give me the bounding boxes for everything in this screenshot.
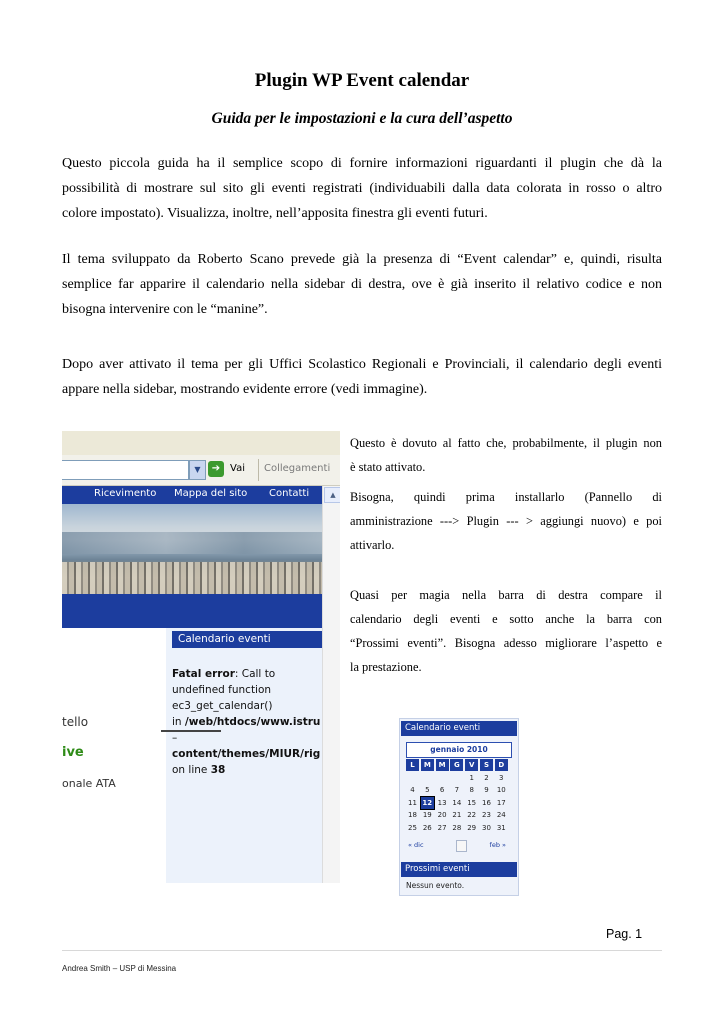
error-text: – <box>172 732 178 744</box>
address-input <box>62 460 189 480</box>
rss-icon <box>456 840 467 852</box>
calendar-weekday: M <box>436 759 449 771</box>
upcoming-empty: Nessun evento. <box>406 881 465 890</box>
calendar-day[interactable]: 11 <box>408 798 417 807</box>
calendar-week-row <box>406 784 510 797</box>
error-text: in <box>172 716 185 728</box>
next-month-link: feb » <box>489 841 506 849</box>
toolbar-divider <box>258 459 259 481</box>
page-number: Pag. 1 <box>606 927 643 941</box>
paragraph-line: amministrazione ---> Plugin --- > aggiungi nuovo) e poi <box>350 514 662 528</box>
calendar-day[interactable]: 24 <box>496 811 506 819</box>
calendar-day[interactable]: 4 <box>410 786 415 794</box>
paragraph-activation <box>62 352 662 402</box>
paragraph-line: Il tema sviluppato da Roberto Scano prevede già la presenza di “Event calendar” e, quindi, risulta <box>62 252 662 267</box>
document-title: Plugin WP Event calendar <box>254 70 470 91</box>
calendar-day[interactable]: 19 <box>422 811 432 819</box>
calendar-week-row <box>406 797 510 810</box>
paragraph-intro <box>62 151 662 226</box>
scrollbar <box>322 486 340 883</box>
nav-item: Ricevimento <box>94 488 157 499</box>
calendar-weekday-row <box>406 759 510 772</box>
paragraph-line: appare nella sidebar, mostrando evidente errore (vedi immagine). <box>62 382 428 397</box>
screenshot-calendar <box>399 718 519 896</box>
error-path: content/themes/MIUR/rig <box>172 748 321 760</box>
calendar-day <box>436 772 449 784</box>
photo-town <box>62 562 322 594</box>
calendar-day[interactable]: 27 <box>437 823 447 832</box>
calendar-day[interactable]: 2 <box>484 773 489 782</box>
calendar-day <box>421 772 434 784</box>
side-text: onale ATA <box>62 777 116 790</box>
scroll-up-icon: ▲ <box>324 487 340 503</box>
browser-address-bar <box>62 455 340 486</box>
document-subtitle: Guida per le impostazioni e la cura dell’aspetto <box>211 110 513 127</box>
paragraph-line: “Prossimi eventi”. Bisogna adesso migliorare l’aspetto e <box>350 636 662 650</box>
paragraph-theme <box>62 247 662 322</box>
calendar-weekday: S <box>480 759 493 771</box>
calendar-nav <box>406 840 510 852</box>
nav-item: Mappa del sito <box>174 488 248 499</box>
upcoming-heading: Prossimi eventi <box>401 862 517 877</box>
calendar-day[interactable]: 16 <box>482 798 491 807</box>
calendar-day[interactable]: 21 <box>452 811 462 819</box>
paragraph-line: calendario degli eventi e sotto anche la barra con <box>350 612 662 626</box>
calendar-day[interactable]: 10 <box>496 786 506 794</box>
go-label: Vai <box>230 463 245 474</box>
calendar-heading: Calendario eventi <box>172 631 322 648</box>
error-text: on line <box>172 764 211 776</box>
calendar-day <box>406 772 419 784</box>
text-cursor <box>161 730 221 732</box>
result-paragraph <box>350 583 662 679</box>
paragraph-line: attivarlo. <box>350 538 395 552</box>
calendar-weekday: M <box>421 759 434 771</box>
calendar-week-row <box>406 772 510 785</box>
photo-hills <box>62 532 322 554</box>
explanation-paragraph <box>350 431 662 479</box>
paragraph-line: Bisogna, quindi prima installarlo (Pannello di <box>350 490 662 504</box>
install-paragraph <box>350 485 662 557</box>
calendar-day[interactable]: 1 <box>469 773 474 782</box>
nav-item: Contatti <box>269 488 310 499</box>
paragraph-line: Questo piccola guida ha il semplice scopo di fornire informazioni riguardanti il plugin che dà la <box>62 156 662 171</box>
calendar-day[interactable]: 30 <box>482 823 491 832</box>
error-line-number: 38 <box>210 764 226 776</box>
footer-text: Andrea Smith – USP di Messina <box>62 964 177 973</box>
error-message <box>172 666 332 778</box>
calendar-day[interactable]: 20 <box>437 811 447 819</box>
error-text: ec3_get_calendar() <box>172 700 273 712</box>
calendar-month: gennaio 2010 <box>406 742 512 758</box>
calendar-weekday: L <box>406 759 419 771</box>
calendar-day <box>450 772 463 784</box>
header-photo <box>62 504 322 594</box>
calendar-weekday: D <box>495 759 508 771</box>
site-nav <box>62 486 322 504</box>
calendar-today[interactable]: 12 <box>422 798 433 807</box>
side-link: ive <box>62 745 84 760</box>
paragraph-line: la prestazione. <box>350 660 422 674</box>
screenshot-error <box>62 431 340 883</box>
error-path: /web/htdocs/www.istru <box>184 716 321 728</box>
paragraph-line: semplice far apparire il calendario nella sidebar di destra, ove è già inserito il relativo codice e non <box>62 277 662 292</box>
chevron-down-icon: ▼ <box>189 460 206 480</box>
calendar-week-row <box>406 809 510 822</box>
calendar-day[interactable]: 3 <box>499 773 504 782</box>
calendar-day[interactable]: 29 <box>467 823 477 832</box>
paragraph-line: Dopo aver attivato il tema per gli Uffici Scolastico Regionali e Provinciali, il calendario degli eventi <box>62 357 662 372</box>
calendar-day[interactable]: 13 <box>437 798 447 807</box>
paragraph-line: possibilità di mostrare sul sito gli eventi registrati (individuabili dalla data colorata in rosso o altro <box>62 181 662 196</box>
browser-titlebar <box>62 431 340 456</box>
calendar-grid <box>406 759 510 834</box>
calendar-day[interactable]: 5 <box>425 786 430 794</box>
calendar-day[interactable]: 25 <box>408 823 417 832</box>
calendar-weekday: G <box>450 759 463 771</box>
calendar-day[interactable]: 17 <box>496 798 506 807</box>
calendar-day[interactable]: 14 <box>452 798 462 807</box>
calendar-day[interactable]: 7 <box>454 786 460 794</box>
paragraph-line: Quasi per magia nella barra di destra compare il <box>350 588 662 602</box>
paragraph-line: colore impostato). Visualizza, inoltre, nell’apposita finestra gli eventi futuri. <box>62 206 488 221</box>
paragraph-line: è stato attivato. <box>350 460 426 474</box>
calendar-day[interactable]: 28 <box>452 823 462 832</box>
footer-divider <box>62 950 662 951</box>
calendar-day[interactable]: 6 <box>439 786 445 794</box>
links-label: Collegamenti <box>264 463 331 474</box>
paragraph-line: Questo è dovuto al fatto che, probabilmente, il plugin non <box>350 436 662 450</box>
calendar-day[interactable]: 31 <box>496 823 506 832</box>
calendar-day[interactable]: 23 <box>482 811 491 819</box>
prev-month-link: « dic <box>408 841 424 849</box>
error-text: undefined function <box>172 684 272 696</box>
calendar-week-row <box>406 822 510 835</box>
paragraph-line: bisogna intervenire con le “manine”. <box>62 302 268 317</box>
sidebar-panel <box>166 628 322 883</box>
side-text: tello <box>62 715 89 729</box>
calendar-weekday: V <box>465 759 478 771</box>
error-label: Fatal error <box>172 668 235 680</box>
calendar-day[interactable]: 15 <box>467 798 477 807</box>
calendar-day[interactable]: 22 <box>467 811 477 819</box>
header-band <box>62 594 322 628</box>
go-arrow-icon: ➔ <box>208 461 224 477</box>
calendar-day[interactable]: 26 <box>422 823 432 832</box>
calendar-day[interactable]: 8 <box>469 786 474 794</box>
calendar-heading: Calendario eventi <box>401 721 517 736</box>
error-text: : Call to <box>234 668 276 680</box>
calendar-day[interactable]: 9 <box>484 786 489 794</box>
calendar-day[interactable]: 18 <box>408 811 417 819</box>
